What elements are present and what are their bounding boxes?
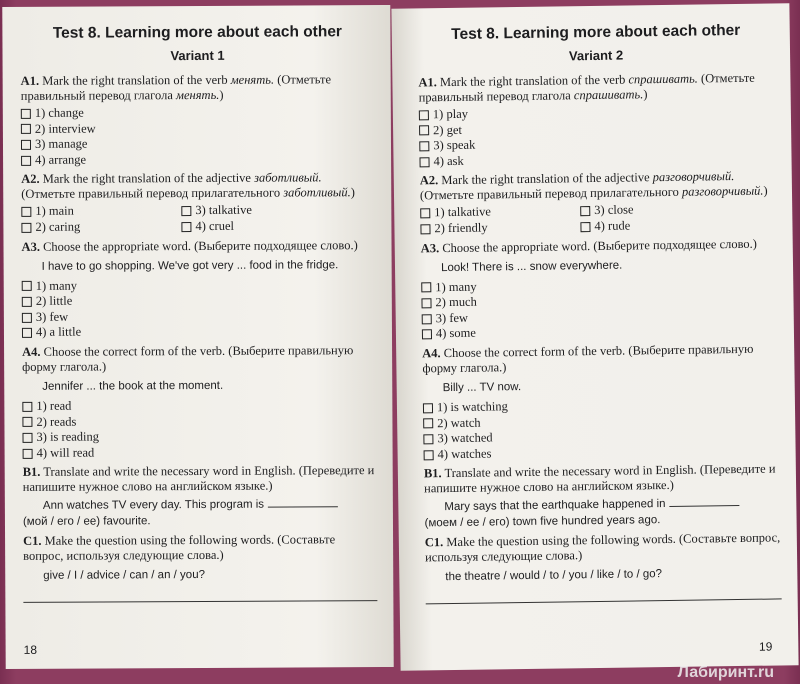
option-label: 4) some	[435, 326, 476, 341]
checkbox[interactable]	[420, 208, 430, 218]
options-a2	[420, 201, 776, 237]
question-a4	[422, 341, 778, 376]
checkbox[interactable]	[22, 433, 32, 443]
answer-blank[interactable]	[670, 505, 740, 507]
question-text: Mark the right translation of the adjective	[42, 171, 255, 187]
question-label: A2.	[21, 172, 40, 187]
checkbox[interactable]	[21, 140, 31, 150]
question-label: B1.	[423, 466, 442, 481]
question-text: )	[643, 87, 648, 102]
option-label: 3) few	[35, 309, 69, 324]
question-text: Translate and write the necessary word in English. (Переведите и напишите нужное слово на английском языке.)	[22, 463, 375, 495]
option-label: 4) will read	[36, 445, 95, 460]
question-label: A4.	[22, 344, 41, 359]
option-label: 4) watches	[437, 446, 492, 461]
checkbox[interactable]	[21, 207, 31, 217]
question-text: (Отметьте правильный перевод прилагательного	[21, 185, 284, 202]
option-label: 1) read	[36, 398, 72, 413]
checkbox[interactable]	[21, 109, 31, 119]
option-label: 3) manage	[34, 136, 88, 152]
page-title: Test 8. Learning more about each other	[451, 21, 741, 43]
option-label: 1) main	[35, 204, 74, 219]
option-label: 2) friendly	[434, 220, 488, 236]
option-label: 1) many	[35, 278, 78, 293]
checkbox[interactable]	[23, 448, 33, 458]
question-text: )	[350, 185, 355, 200]
checkbox[interactable]	[419, 157, 429, 167]
page-title: Test 8. Learning more about each other	[52, 23, 342, 42]
question-word: заботливый.	[283, 185, 351, 200]
option[interactable]	[21, 120, 375, 137]
checkbox[interactable]	[22, 312, 32, 322]
question-text: Make the question using the following words. (Составьте вопрос, используя следующие слова.)	[23, 532, 336, 564]
checkbox[interactable]	[419, 126, 429, 136]
question-label: A3.	[21, 239, 40, 254]
question-c1	[425, 531, 781, 566]
question-word: разговорчивый.	[681, 184, 764, 200]
question-text: (Отметьте правильный перевод прилагательного	[419, 185, 683, 203]
question-text: )	[219, 87, 224, 102]
sample-sentence: Look! There is ... snow everywhere.	[440, 259, 623, 274]
option[interactable]	[22, 428, 376, 445]
option[interactable]	[22, 292, 376, 309]
checkbox[interactable]	[419, 110, 429, 120]
right-page	[391, 3, 798, 670]
question-word: менять.	[175, 87, 220, 103]
checkbox[interactable]	[22, 297, 32, 307]
question-label: A1.	[418, 75, 437, 90]
question-word: спрашивать.	[628, 71, 698, 87]
option[interactable]	[181, 203, 341, 219]
word-list: the theatre / would / to / you / like / to / go?	[445, 568, 663, 584]
sample-sentence: Jennifer ... the book at the moment.	[42, 379, 224, 393]
option[interactable]	[580, 217, 740, 235]
option[interactable]	[22, 277, 376, 294]
question-text: Choose the appropriate word. (Выберите подходящее слово.)	[43, 237, 358, 254]
option-label: 2) reads	[36, 414, 77, 429]
question-a2	[21, 170, 375, 202]
option[interactable]	[21, 104, 375, 121]
checkbox[interactable]	[420, 224, 430, 234]
option-label: 4) a little	[35, 324, 82, 340]
option-label: 2) little	[35, 293, 73, 309]
question-word: заботливый.	[254, 170, 322, 186]
option[interactable]	[181, 218, 341, 234]
question-a2	[420, 169, 776, 204]
options-a3	[22, 277, 376, 341]
sentence-text: Ann watches TV every day. This program is	[42, 498, 265, 513]
option-label: 3) speak	[433, 137, 476, 153]
checkbox[interactable]	[580, 206, 590, 216]
option-label: 2) interview	[34, 121, 96, 136]
answer-line[interactable]	[426, 599, 782, 605]
checkbox[interactable]	[22, 328, 32, 338]
option-label: 2) caring	[35, 219, 81, 234]
option[interactable]	[21, 135, 375, 152]
question-text: Make the question using the following words. (Составьте вопрос, используя следующие слова.)	[424, 530, 781, 565]
option-label: 4) ask	[433, 153, 464, 169]
option-label: 3) few	[435, 310, 469, 325]
option-label: 1) talkative	[434, 204, 491, 220]
option[interactable]	[22, 323, 376, 340]
fill-sentence	[23, 496, 377, 530]
option-label: 1) play	[432, 106, 469, 122]
page-number: 19	[758, 639, 773, 654]
checkbox[interactable]	[423, 434, 433, 444]
option[interactable]	[21, 203, 181, 219]
option-label: 4) arrange	[35, 152, 87, 167]
options-a1	[21, 104, 375, 168]
sample-sentence: Billy ... TV now.	[442, 380, 522, 395]
question-label: A2.	[419, 173, 439, 188]
question-word: разговорчивый.	[652, 169, 735, 185]
option-label: 4) cruel	[195, 218, 234, 233]
sentence-text: (мой / его / ее) favourite.	[22, 515, 151, 529]
option-label: 3) watched	[437, 430, 493, 446]
question-a3	[21, 238, 375, 255]
sentence-text: (моем / ее / его) town five hundred years ago.	[424, 514, 661, 530]
checkbox[interactable]	[423, 403, 433, 413]
options-a3	[421, 275, 778, 342]
checkbox[interactable]	[181, 222, 191, 232]
option-label: 1) many	[435, 279, 477, 294]
options-a2	[21, 202, 375, 235]
checkbox[interactable]	[422, 329, 432, 339]
option-label: 2) get	[432, 122, 462, 137]
option-label: 1) change	[34, 105, 84, 120]
left-page	[2, 5, 393, 669]
answer-blank[interactable]	[268, 507, 338, 508]
question-label: B1.	[22, 465, 41, 480]
option[interactable]	[23, 444, 377, 461]
checkbox[interactable]	[421, 298, 431, 308]
question-b1	[23, 463, 377, 495]
option[interactable]	[21, 151, 375, 168]
checkbox[interactable]	[580, 222, 590, 232]
option-label: 4) rude	[594, 218, 631, 233]
page-number: 18	[23, 642, 38, 657]
checkbox[interactable]	[21, 124, 31, 134]
option[interactable]	[22, 397, 376, 414]
option[interactable]	[22, 413, 376, 430]
question-c1	[23, 532, 377, 564]
option[interactable]	[22, 308, 376, 325]
checkbox[interactable]	[419, 141, 429, 151]
checkbox[interactable]	[22, 402, 32, 412]
question-a1	[418, 70, 774, 105]
checkbox[interactable]	[22, 281, 32, 291]
option-label: 3) close	[594, 202, 634, 218]
question-label: C1.	[424, 535, 444, 550]
sentence-text: Mary says that the earthquake happened in	[444, 498, 666, 514]
answer-line[interactable]	[23, 600, 377, 603]
question-text: )	[763, 183, 768, 199]
option[interactable]	[21, 219, 181, 235]
word-list: give / I / advice / can / an / you?	[43, 569, 206, 583]
option-label: 3) is reading	[36, 429, 100, 444]
question-label: A4.	[422, 346, 441, 361]
question-a1	[21, 72, 375, 104]
variant-heading: Variant 2	[568, 47, 624, 64]
checkbox[interactable]	[21, 155, 31, 165]
question-text: Mark the right translation of the verb	[439, 72, 629, 90]
option-label: 1) is watching	[436, 399, 508, 415]
option-label: 2) watch	[437, 415, 481, 430]
question-label: A1.	[20, 73, 40, 88]
options-a4	[423, 395, 780, 462]
question-text: Mark the right translation of the verb	[42, 72, 231, 88]
checkbox[interactable]	[423, 419, 433, 429]
sample-sentence: I have to go shopping. We've got very ... food in the fridge.	[41, 258, 339, 273]
question-b1	[424, 462, 780, 497]
option[interactable]	[420, 219, 580, 237]
question-text: Choose the correct form of the verb. (Выберите правильную форму глагола.)	[422, 341, 754, 376]
question-word: спрашивать.	[573, 87, 644, 103]
question-label: C1.	[23, 534, 42, 549]
question-label: A3.	[420, 240, 440, 255]
option-label: 2) much	[435, 294, 477, 310]
question-text: Translate and write the necessary word in English. (Переведите и напишите нужное слово на английском языке.)	[424, 461, 776, 496]
question-text: (Отметьте правильный перевод глагола	[20, 72, 332, 103]
options-a4	[22, 397, 376, 461]
checkbox[interactable]	[21, 223, 31, 233]
question-word: менять.	[230, 72, 275, 87]
checkbox[interactable]	[22, 417, 32, 427]
checkbox[interactable]	[181, 206, 191, 216]
checkbox[interactable]	[422, 314, 432, 324]
question-a3	[421, 236, 777, 256]
checkbox[interactable]	[421, 283, 431, 293]
watermark-logo: Лабиринт.ru	[677, 664, 774, 681]
question-a4	[22, 343, 376, 375]
question-text: Mark the right translation of the adjective	[441, 170, 653, 188]
fill-sentence	[424, 495, 780, 532]
question-text: Choose the correct form of the verb. (Выберите правильную форму глагола.)	[22, 343, 354, 374]
option-label: 3) talkative	[195, 203, 252, 218]
checkbox[interactable]	[424, 450, 434, 460]
question-text: Choose the appropriate word. (Выберите подходящее слово.)	[442, 236, 758, 255]
question-text: (Отметьте правильный перевод глагола	[418, 70, 755, 105]
options-a1	[419, 102, 776, 169]
variant-heading: Variant 1	[170, 47, 225, 64]
